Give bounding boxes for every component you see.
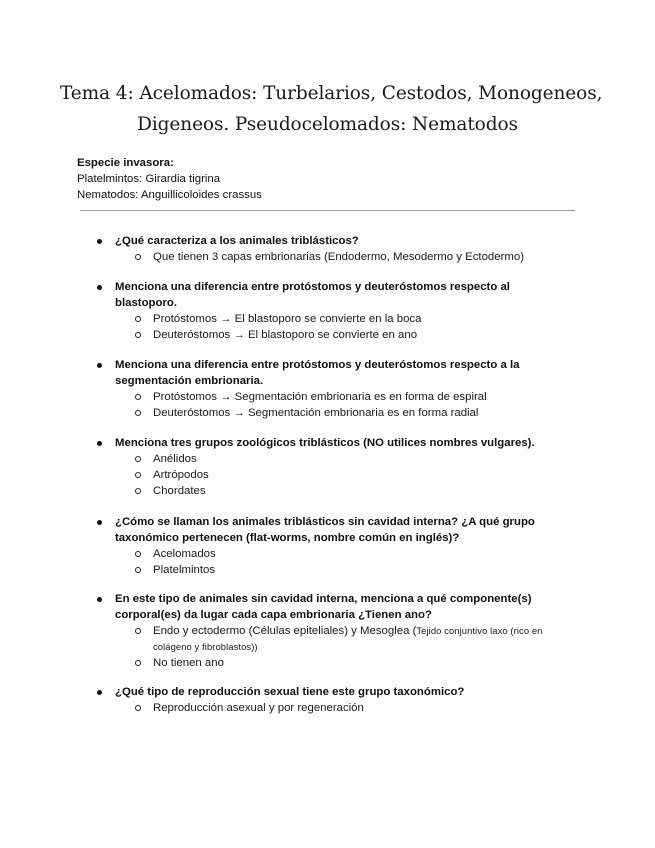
answer: [153, 327, 655, 343]
question-text: ¿Qué caracteriza a los animales triblásticos?: [115, 235, 359, 247]
answer: [153, 405, 655, 421]
answer-text: Protóstomos → El blastoporo se convierte en la boca: [153, 313, 422, 325]
question: [115, 233, 565, 249]
circle-bullet-icon: [135, 705, 141, 711]
horizontal-divider: [80, 210, 575, 211]
circle-bullet-icon: [135, 316, 141, 322]
question: [115, 684, 565, 700]
qa-item-6: [0, 591, 655, 671]
answer: [153, 249, 655, 265]
answer-text: Acelomados: [153, 548, 216, 560]
qa-item-7: [0, 684, 655, 716]
answer-text: Deuteróstomos → Segmentación embrionaria es en forma radial: [153, 407, 479, 419]
answer-note: Tejido conjuntivo laxo (rico en colágeno y fibroblastos)): [153, 625, 543, 652]
circle-bullet-icon: [135, 456, 141, 462]
circle-bullet-icon: [135, 472, 141, 478]
answer-text: Deuteróstomos → El blastoporo se convierte en ano: [153, 329, 418, 341]
circle-bullet-icon: [135, 410, 141, 416]
question-text: ¿Cómo se llaman los animales triblásticos sin cavidad interna? ¿A qué grupo taxonómico pertenecen (flat-worms, nombre común en inglés)?: [115, 516, 535, 544]
answer-text: Endo y ectodermo (Células epiteliales) y Mesoglea (: [153, 625, 417, 637]
answer: [153, 467, 655, 483]
invasive-species-nematodos: Nematodos: Anguillicoloides crassus: [77, 189, 262, 201]
bullet-icon: [97, 285, 102, 290]
answer-text: Anélidos: [153, 453, 197, 465]
answer-text: Reproducción asexual y por regeneración: [153, 702, 364, 714]
question-text: Menciona una diferencia entre protóstomos y deuteróstomos respecto a la segmentación embrionaria.: [115, 359, 520, 387]
page-title: [60, 78, 603, 140]
question-text: ¿Qué tipo de reproducción sexual tiene este grupo taxonómico?: [115, 686, 465, 698]
qa-item-4: [0, 435, 655, 499]
circle-bullet-icon: [135, 394, 141, 400]
answer-text: Platelmintos: [153, 564, 216, 576]
answer-text: Que tienen 3 capas embrionarias (Endodermo, Mesodermo y Ectodermo): [153, 251, 525, 263]
bullet-icon: [97, 690, 102, 695]
circle-bullet-icon: [135, 567, 141, 573]
answer: [153, 700, 655, 716]
invasive-species-block: [77, 155, 262, 203]
circle-bullet-icon: [135, 660, 141, 666]
circle-bullet-icon: [135, 551, 141, 557]
qa-item-1: [0, 233, 655, 265]
answer: [153, 451, 655, 467]
answer: [153, 546, 655, 562]
answer: [153, 655, 655, 671]
bullet-icon: [97, 520, 102, 525]
circle-bullet-icon: [135, 488, 141, 494]
circle-bullet-icon: [135, 628, 141, 634]
invasive-species-platelmintos: Platelmintos: Girardia tigrina: [77, 173, 221, 185]
question: [115, 357, 565, 389]
invasive-species-label: Especie invasora:: [77, 157, 174, 169]
question: [115, 279, 565, 311]
title-line-2: Digeneos. Pseudocelomados: Nematodos: [137, 114, 518, 135]
answer: [153, 623, 583, 655]
qa-item-2: [0, 279, 655, 343]
question: [115, 514, 565, 546]
question-text: Menciona una diferencia entre protóstomos y deuteróstomos respecto al blastoporo.: [115, 281, 510, 309]
qa-item-5: [0, 514, 655, 578]
answer: [153, 389, 655, 405]
question: [115, 435, 565, 451]
title-line-1: Tema 4: Acelomados: Turbelarios, Cestodos, Monogeneos,: [60, 83, 603, 104]
circle-bullet-icon: [135, 254, 141, 260]
answer: [153, 311, 655, 327]
question-text: Menciona tres grupos zoológicos triblásticos (NO utilices nombres vulgares).: [115, 437, 535, 449]
qa-item-3: [0, 357, 655, 421]
circle-bullet-icon: [135, 332, 141, 338]
question-text: En este tipo de animales sin cavidad interna, menciona a qué componente(s) corporal(es) da lugar cada capa embrionaria ¿Tienen ano?: [115, 593, 532, 621]
bullet-icon: [97, 239, 102, 244]
question: [115, 591, 565, 623]
answer-text: Protóstomos → Segmentación embrionaria es en forma de espiral: [153, 391, 487, 403]
bullet-icon: [97, 597, 102, 602]
answer-text: Chordates: [153, 485, 206, 497]
answer-text: No tienen ano: [153, 657, 224, 669]
bullet-icon: [97, 441, 102, 446]
bullet-icon: [97, 363, 102, 368]
answer: [153, 562, 655, 578]
answer-text: Artrópodos: [153, 469, 209, 481]
answer: [153, 483, 655, 499]
